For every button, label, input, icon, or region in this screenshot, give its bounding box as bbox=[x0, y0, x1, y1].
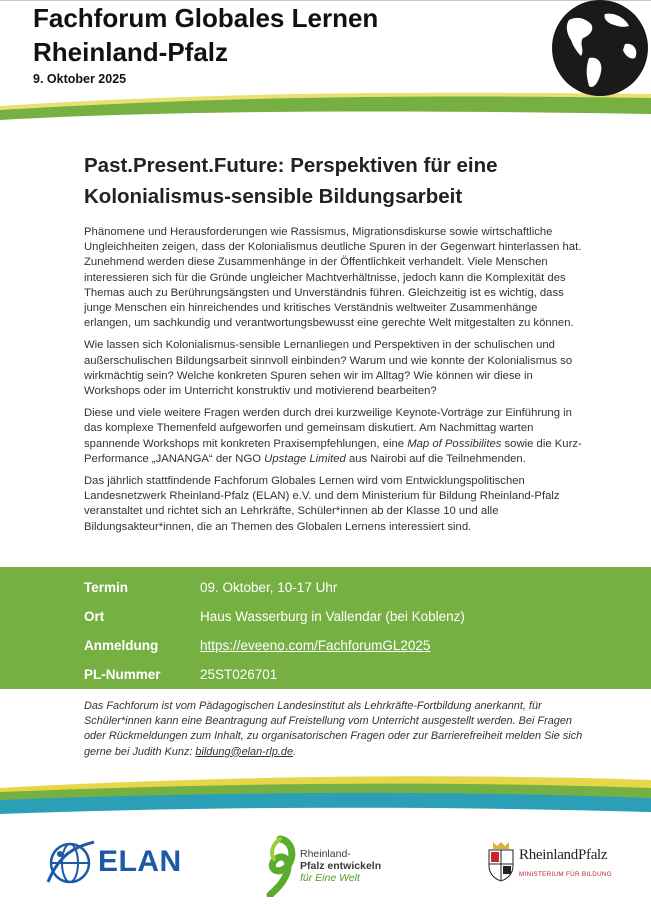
headline-line1: Past.Present.Future: Perspektiven für eine bbox=[84, 154, 498, 177]
rlp-entwickeln-logo bbox=[262, 835, 422, 897]
ministry-wordmark: RheinlandPfalz bbox=[519, 847, 608, 863]
header-title-line2: Rheinland-Pfalz bbox=[33, 37, 229, 67]
note-end: . bbox=[293, 745, 297, 758]
footer-wave-decoration bbox=[0, 770, 651, 825]
body-text bbox=[84, 225, 584, 542]
info-row-anmeldung bbox=[84, 631, 430, 659]
headline bbox=[84, 150, 604, 212]
contact-email-link[interactable]: bildung@elan-rlp.de bbox=[195, 745, 294, 758]
p3-map-title: Map of Possibilites bbox=[407, 437, 502, 450]
headline-line2: Kolonialismus-sensible Bildungsarbeit bbox=[84, 185, 463, 208]
globe-icon bbox=[545, 0, 651, 106]
p3-text-a: Diese und viele weitere Fragen werden durch drei kurzweilige Keynote-Vorträge zur Einführung in das komplexe Themenfeld aufgeworfen und gemeinsam diskutiert. Am Nachmittag warten spannende Workshops mit konkreten Praxisempfehlungen, eine bbox=[84, 407, 572, 450]
coat-of-arms-icon bbox=[487, 842, 515, 882]
p3-ngo-name: Upstage Limited bbox=[264, 452, 346, 465]
rlp-logo-line3: für Eine Welt bbox=[300, 872, 360, 884]
info-value: 09. Oktober, 10-17 Uhr bbox=[200, 579, 338, 595]
body-paragraph-3 bbox=[84, 406, 584, 467]
info-label: Termin bbox=[84, 579, 129, 595]
header-title-line1: Fachforum Globales Lernen bbox=[33, 3, 379, 33]
p3-text-c: aus Nairobi auf die Teilnehmenden. bbox=[345, 452, 526, 465]
info-band bbox=[0, 567, 651, 689]
info-label: Anmeldung bbox=[84, 637, 159, 653]
body-paragraph-4: Das jährlich stattfindende Fachforum Globales Lernen wird vom Entwicklungspolitischen Landesnetzwerk Rheinland-Pfalz (ELAN) e.V. und dem Ministerium für Bildung Rheinland-Pfalz veranstaltet und richtet sich an Lehrkräfte, Schüler*innen ab der Klasse 10 und alle Bildungsakteur*innen, die an Themen des Globalen Lernens interessiert sind. bbox=[84, 475, 560, 533]
info-value: 25ST026701 bbox=[200, 666, 278, 682]
note-text bbox=[84, 699, 584, 760]
registration-link[interactable]: https://eveeno.com/FachforumGL2025 bbox=[200, 637, 431, 653]
info-value: Haus Wasserburg in Vallendar (bei Koblenz) bbox=[200, 608, 465, 624]
ministry-logo bbox=[487, 842, 627, 892]
rlp-leaf-icon bbox=[262, 835, 298, 897]
body-paragraph-1: Phänomene und Herausforderungen wie Rassismus, Migrationsdiskurse sowie wirtschaftliche Ungleichheiten zeigen, dass der Kolonialismus deutliche Spuren in der Gegenwart hinterlassen hat. Zunehmend werden diese Zusammenhänge in der Öffentlichkeit verhandelt. Viele Menschen interessieren sich für die Gründe ungleicher Machtverhältnisse, jedoch kann die Komplexität des Themas auch zu Berührungsängsten und Unverständnis führen. Gleichzeitig ist es wichtig, dass junge Menschen ein hinreichendes und kritisches Verständnis weltweiter Zusammenhänge erlangen, um sachkundig und verantwortungsbewusst eine gerechte Welt mitgestalten zu können. bbox=[84, 226, 582, 330]
body-paragraph-2: Wie lassen sich Kolonialismus-sensible Lernanliegen und Perspektiven in der schulischen und außerschulischen Bildungsarbeit sinnvoll einbinden? Warum und wie konnte der Kolonialismus so wirkmächtig sein? Welche konkreten Spuren sehen wir im Alltag? Wie können wir diese in Workshops oder im Unterricht konstruktiv und motivierend bearbeiten? bbox=[84, 339, 573, 398]
rlp-logo-line1: Rheinland- bbox=[300, 848, 351, 860]
info-row-termin bbox=[84, 573, 337, 601]
event-date: 9. Oktober 2025 bbox=[33, 72, 127, 86]
info-row-pl-nummer bbox=[84, 660, 277, 688]
note-body: Das Fachforum ist vom Pädagogischen Landesinstitut als Lehrkräfte-Fortbildung anerkannt, für Schüler*innen kann eine Beantragung auf Freistellung vom Unterricht ausgestellt werden. Bei Fragen oder Rückmeldungen zum Inhalt, zu organisatorischen Fragen oder zur Barrierefreiheit melden Sie sich gerne bei Judith Kunz: bbox=[84, 700, 583, 758]
rlp-logo-line2: Pfalz entwickeln bbox=[300, 860, 382, 872]
elan-wordmark: ELAN bbox=[98, 845, 182, 878]
info-label: PL-Nummer bbox=[84, 666, 161, 682]
elan-logo bbox=[42, 834, 192, 892]
info-row-ort bbox=[84, 602, 465, 630]
p3-text-b: sowie die Kurz-Performance „JANANGA“ der NGO bbox=[84, 437, 582, 465]
elan-globe-icon bbox=[42, 834, 98, 892]
ministry-subtitle: MINISTERIUM FÜR BILDUNG bbox=[519, 871, 612, 878]
info-label: Ort bbox=[84, 608, 105, 624]
